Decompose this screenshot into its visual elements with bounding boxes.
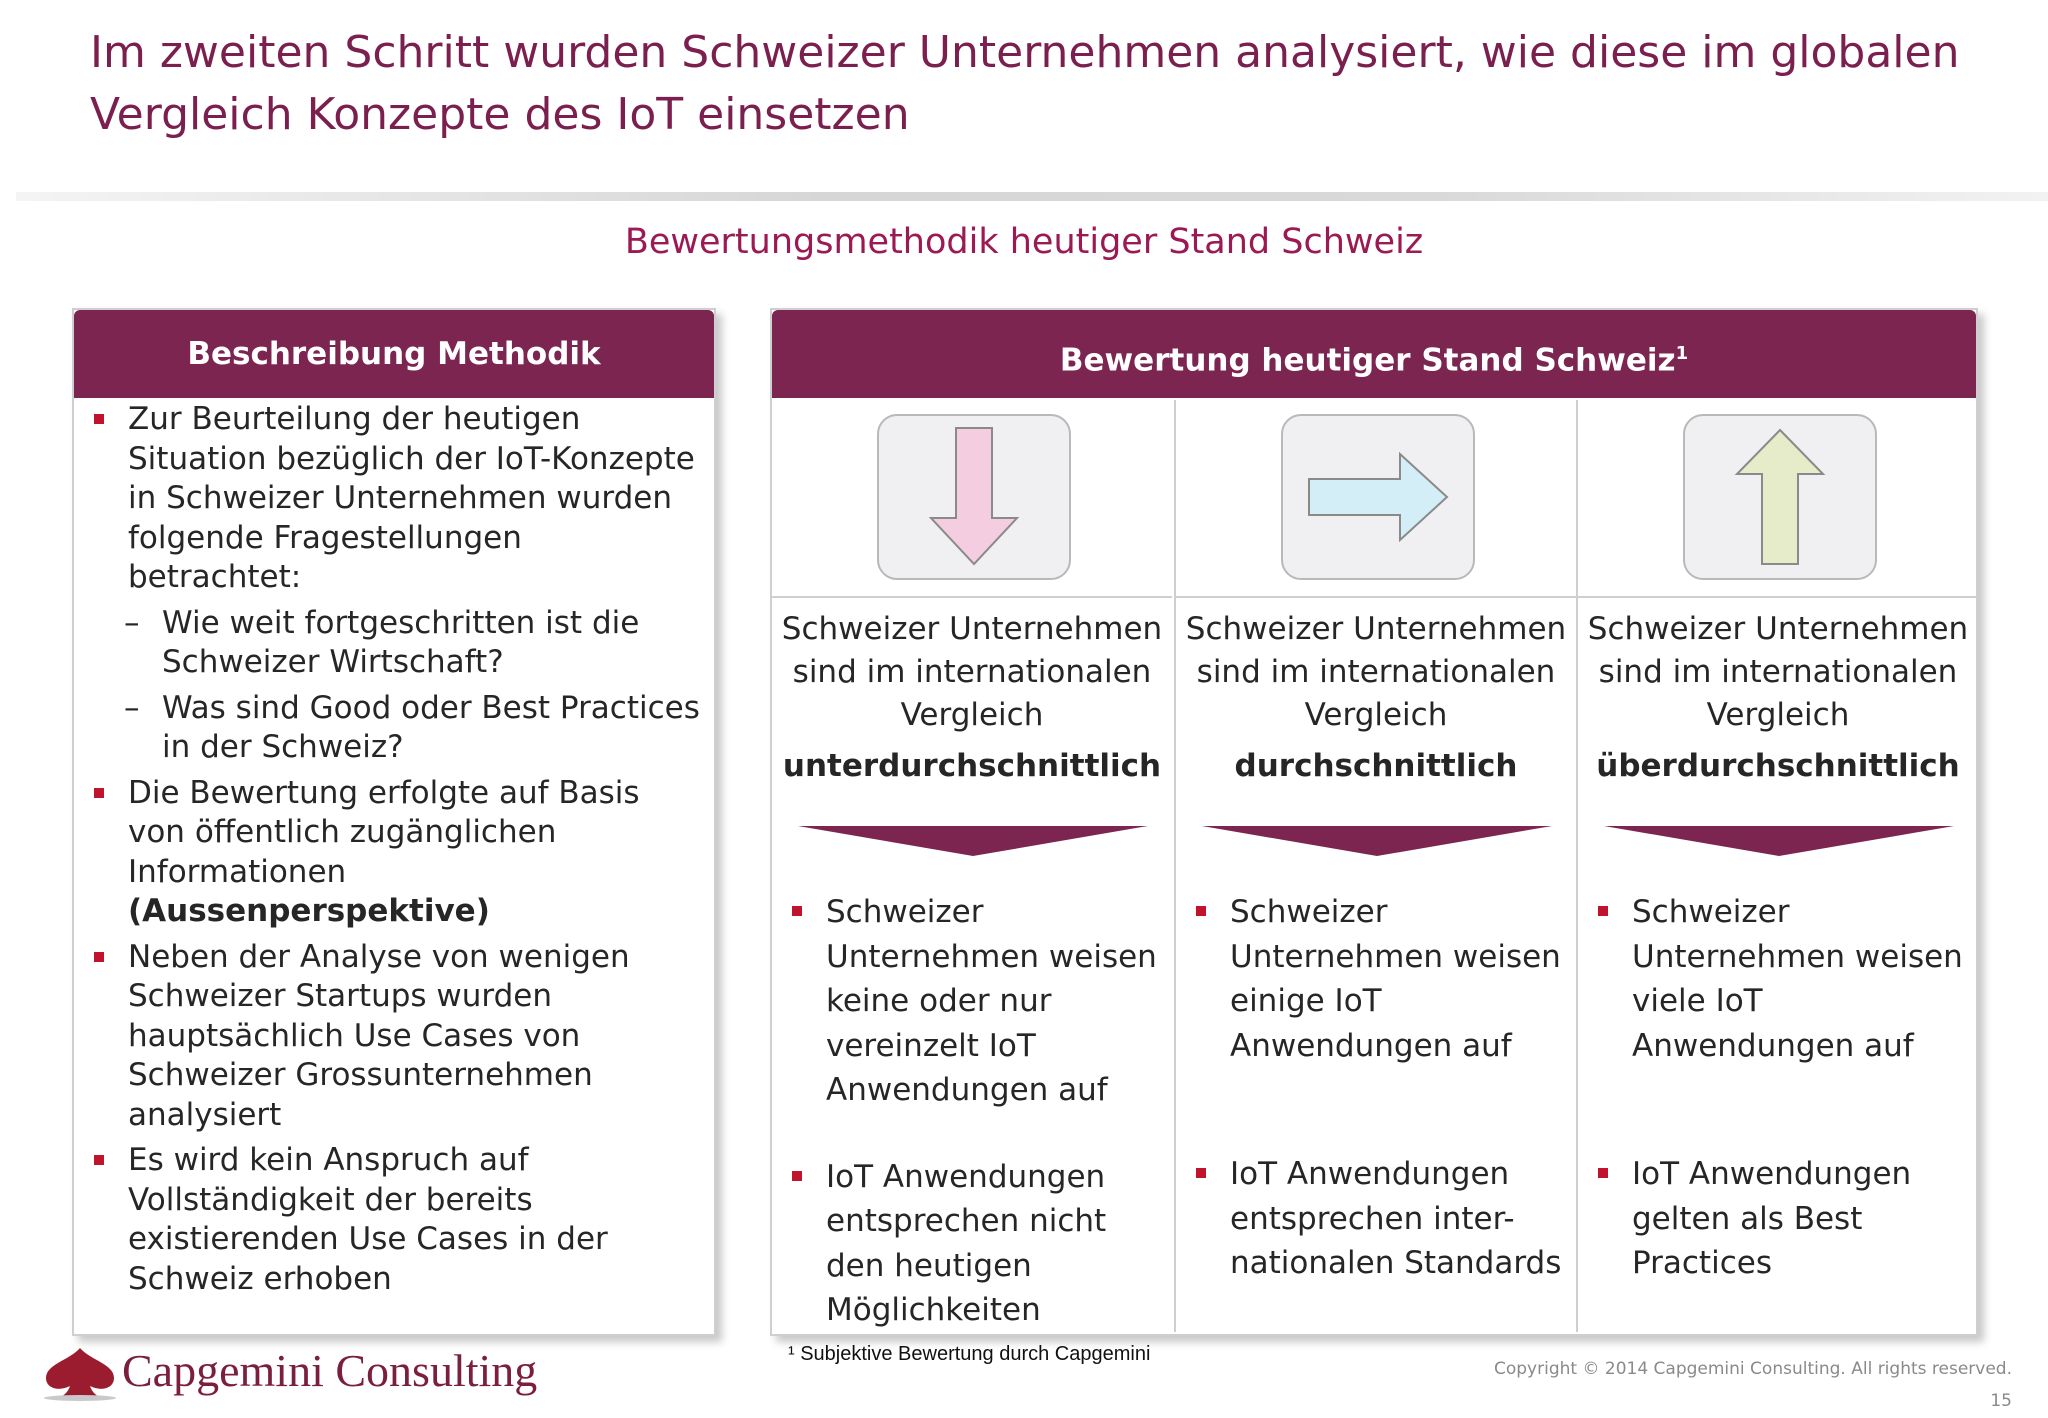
- bullet-icon: [1598, 1168, 1608, 1178]
- rating-text: [772, 598, 1172, 818]
- list-item: [90, 938, 700, 1136]
- list-item-text: Schweizer Unternehmen weisen einige IoT Anwendungen auf: [1230, 894, 1561, 1064]
- list-item-text: IoT Anwendungen gelten als Best Practices: [1632, 1156, 1912, 1281]
- icon-cell: [772, 400, 1172, 598]
- copyright: Copyright © 2014 Capgemini Consulting. All rights reserved.: [1494, 1359, 2012, 1379]
- list-item-text: IoT Anwendungen entsprechen nicht den heutigen Möglichkeiten: [826, 1158, 1107, 1328]
- icon-cell: [1578, 400, 1978, 598]
- slide-title: [90, 22, 1990, 146]
- bewertung-panel-header: [772, 310, 1976, 398]
- list-item: [90, 1141, 700, 1299]
- section-subtitle: Bewertungsmethodik heutiger Stand Schweiz: [624, 222, 1424, 262]
- list-item-text: Neben der Analyse von wenigen Schweizer Startups wurden hauptsächlich Use Cases von Schweizer Grossunternehmen analysiert: [128, 938, 630, 1133]
- rating-column-above: [1576, 400, 1978, 1332]
- rating-bullets: [790, 890, 1160, 1333]
- methodik-panel-body: [74, 398, 714, 1299]
- sub-list-item-text: Was sind Good oder Best Practices in der Schweiz?: [162, 689, 700, 765]
- rating-label: überdurchschnittlich: [1596, 748, 1960, 784]
- bewertung-panel-title: Bewertung heutiger Stand Schweiz: [1059, 342, 1676, 379]
- list-item-text: IoT Anwendungen entsprechen inter-nationalen Standards: [1230, 1156, 1562, 1281]
- page-number: 15: [1990, 1391, 2012, 1411]
- footnote: ¹ Subjektive Bewertung durch Capgemini: [788, 1343, 1151, 1365]
- rating-bullets: [1596, 890, 1966, 1286]
- list-item-text: Schweizer Unternehmen weisen viele IoT Anwendungen auf: [1632, 894, 1963, 1064]
- rating-column-average: [1174, 400, 1576, 1332]
- icon-cell: [1176, 400, 1576, 598]
- bullet-icon: [1196, 1168, 1206, 1178]
- rating-column-below: [772, 400, 1172, 1332]
- list-item: [790, 890, 1160, 1113]
- title-divider: [16, 192, 2048, 201]
- rating-bullets: [1194, 890, 1564, 1286]
- list-item: [1596, 890, 1966, 1068]
- rating-prefix: Schweizer Unternehmen sind im internationalen Vergleich: [781, 611, 1163, 733]
- list-item: [790, 1155, 1160, 1333]
- dash-icon: –: [124, 689, 140, 726]
- list-item: [90, 400, 700, 598]
- rating-prefix: Schweizer Unternehmen sind im internationalen Vergleich: [1587, 611, 1969, 733]
- sub-list-item: [90, 689, 700, 768]
- brand-logo-text: Capgemini Consulting: [122, 1345, 538, 1396]
- footnote-marker: 1: [1675, 343, 1689, 364]
- list-item: [90, 774, 700, 932]
- bewertung-panel: [770, 308, 1978, 1336]
- list-item-text: Es wird kein Anspruch auf Vollständigkeit der bereits existierenden Use Cases in der Schweiz erhoben: [128, 1142, 608, 1297]
- list-item-text: Schweizer Unternehmen weisen keine oder nur vereinzelt IoT Anwendungen auf: [826, 894, 1157, 1108]
- chevron-down-icon: [1202, 826, 1552, 856]
- bullet-icon: [1598, 906, 1608, 916]
- list-item: [1194, 1152, 1564, 1286]
- chevron-down-icon: [1604, 826, 1954, 856]
- bullet-icon: [94, 414, 104, 424]
- list-item: [1596, 1152, 1966, 1286]
- rating-text: [1578, 598, 1978, 818]
- sub-list-item-text: Wie weit fortgeschritten ist die Schweizer Wirtschaft?: [162, 604, 640, 680]
- bullet-icon: [792, 906, 802, 916]
- up-arrow-icon: [1683, 414, 1877, 580]
- rating-prefix: Schweizer Unternehmen sind im internationalen Vergleich: [1185, 611, 1567, 733]
- bullet-icon: [94, 952, 104, 962]
- slide-title-line2: Vergleich Konzepte des IoT einsetzen: [90, 89, 910, 140]
- right-arrow-icon: [1281, 414, 1475, 580]
- sub-list-item: [90, 604, 700, 683]
- rating-text: [1176, 598, 1576, 818]
- list-item-text: Die Bewertung erfolgte auf Basis von öffentlich zugänglichen Informationen: [128, 774, 640, 890]
- list-item-text: Zur Beurteilung der heutigen Situation bezüglich der IoT-Konzepte in Schweizer Unternehmen wurden folgende Fragestellungen betrachtet:: [128, 401, 695, 595]
- bullet-icon: [792, 1171, 802, 1181]
- bullet-icon: [94, 1155, 104, 1165]
- chevron-down-icon: [798, 826, 1148, 856]
- bullet-icon: [1196, 906, 1206, 916]
- slide-title-line1: Im zweiten Schritt wurden Schweizer Unternehmen analysiert, wie diese im globalen: [90, 27, 1960, 78]
- rating-label: durchschnittlich: [1234, 748, 1518, 784]
- rating-label: unterdurchschnittlich: [782, 748, 1162, 784]
- down-arrow-icon: [877, 414, 1071, 580]
- methodik-panel-header: Beschreibung Methodik: [74, 310, 714, 398]
- list-item-emphasis: (Aussenperspektive): [128, 893, 490, 929]
- spade-logo-icon: [40, 1342, 120, 1402]
- list-item: [1194, 890, 1564, 1068]
- bullet-icon: [94, 788, 104, 798]
- methodik-panel: [72, 308, 716, 1336]
- dash-icon: –: [124, 604, 140, 641]
